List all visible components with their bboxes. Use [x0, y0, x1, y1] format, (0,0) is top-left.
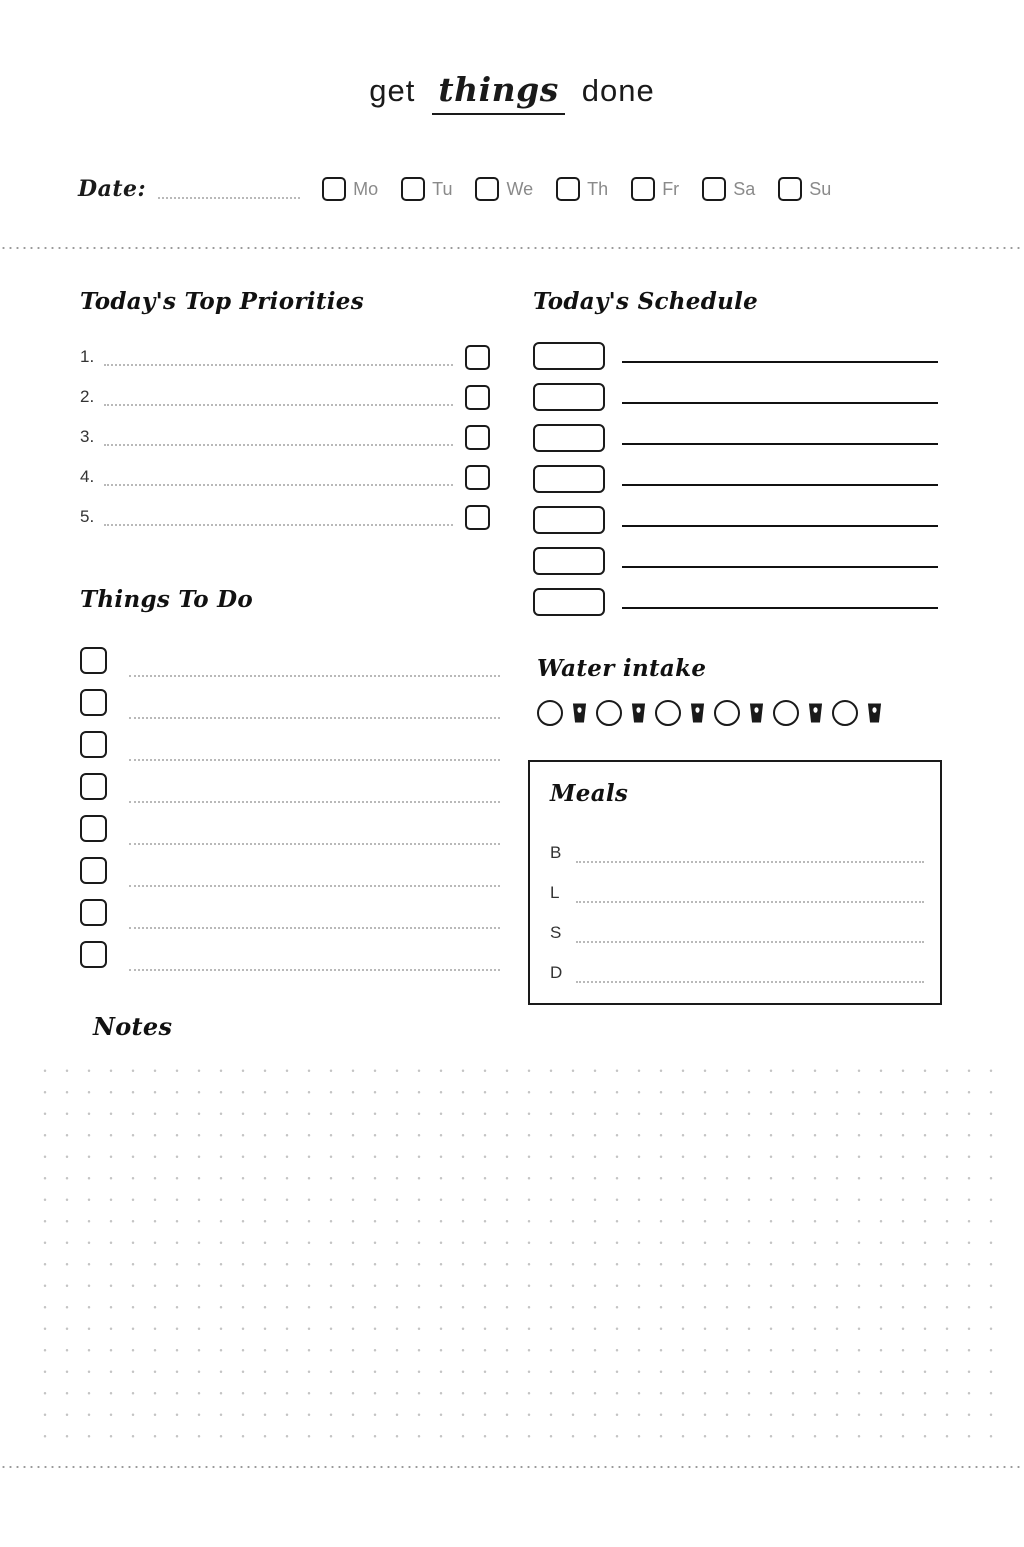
todo-input[interactable] [129, 787, 500, 803]
meal-input-b[interactable] [576, 847, 924, 863]
schedule-time-input[interactable] [533, 424, 605, 452]
weekday-label-tu: Tu [432, 178, 453, 199]
section-todo [80, 586, 500, 971]
divider-top [0, 247, 1024, 249]
title-word-things: things [432, 70, 564, 115]
todo-input[interactable] [129, 745, 500, 761]
water-cup-icon [867, 702, 882, 724]
weekday-label-th: Th [587, 178, 609, 199]
title-word-get: get [369, 73, 416, 108]
divider-bottom [0, 1466, 1024, 1468]
date-row [78, 172, 958, 206]
weekday-checkbox-group [322, 177, 849, 201]
priority-number: 3. [80, 427, 95, 446]
water-heading: Water intake [537, 655, 707, 682]
water-cup-icon [631, 702, 646, 724]
todo-input[interactable] [129, 871, 500, 887]
schedule-entry-input[interactable] [622, 389, 938, 404]
schedule-time-input[interactable] [533, 465, 605, 493]
todo-row [80, 761, 500, 803]
priority-checkbox[interactable] [465, 505, 490, 530]
date-label: Date: [78, 176, 147, 202]
weekday-th[interactable] [556, 177, 608, 201]
schedule-row [533, 540, 938, 581]
schedule-entry-input[interactable] [622, 594, 938, 609]
schedule-heading: Today's Schedule [533, 288, 759, 315]
water-glass-circle[interactable] [773, 700, 799, 726]
checkbox-fr[interactable] [631, 177, 655, 201]
section-water-intake [537, 655, 942, 726]
meal-row [550, 903, 924, 943]
section-notes [93, 1012, 172, 1041]
date-input[interactable] [158, 179, 300, 199]
section-meals [528, 760, 942, 1005]
checkbox-sa[interactable] [702, 177, 726, 201]
weekday-label-fr: Fr [662, 178, 680, 199]
todo-checkbox[interactable] [80, 815, 107, 842]
todo-checkbox[interactable] [80, 899, 107, 926]
priority-number: 5. [80, 507, 95, 526]
todo-heading: Things To Do [80, 586, 254, 613]
todo-input[interactable] [129, 913, 500, 929]
schedule-time-input[interactable] [533, 547, 605, 575]
title-word-done: done [581, 73, 655, 108]
todo-row [80, 803, 500, 845]
meal-input-s[interactable] [576, 927, 924, 943]
water-glass-circle[interactable] [714, 700, 740, 726]
schedule-time-input[interactable] [533, 342, 605, 370]
section-priorities [80, 288, 490, 537]
todo-row [80, 929, 500, 971]
priorities-heading: Today's Top Priorities [80, 288, 364, 315]
weekday-tu[interactable] [401, 177, 452, 201]
weekday-fr[interactable] [631, 177, 679, 201]
weekday-su[interactable] [778, 177, 831, 201]
water-glass-circle[interactable] [537, 700, 563, 726]
priority-checkbox[interactable] [465, 385, 490, 410]
priority-row [80, 337, 490, 377]
priority-checkbox[interactable] [465, 425, 490, 450]
priority-input[interactable] [104, 429, 453, 446]
water-glass-circle[interactable] [832, 700, 858, 726]
meal-row [550, 823, 924, 863]
todo-checkbox[interactable] [80, 731, 107, 758]
todo-row [80, 845, 500, 887]
weekday-label-we: We [506, 178, 534, 199]
schedule-row [533, 335, 938, 376]
checkbox-su[interactable] [778, 177, 802, 201]
water-cup-icon [572, 702, 587, 724]
todo-checkbox[interactable] [80, 773, 107, 800]
meal-label-l: L [550, 883, 560, 902]
priority-input[interactable] [104, 509, 453, 526]
priority-row [80, 457, 490, 497]
meal-label-b: B [550, 843, 562, 862]
page-title [0, 70, 1024, 115]
meal-input-l[interactable] [576, 887, 924, 903]
priority-checkbox[interactable] [465, 465, 490, 490]
todo-checkbox[interactable] [80, 941, 107, 968]
priority-input[interactable] [104, 469, 453, 486]
todo-input[interactable] [129, 661, 500, 677]
schedule-time-input[interactable] [533, 383, 605, 411]
schedule-entry-input[interactable] [622, 430, 938, 445]
weekday-we[interactable] [475, 177, 533, 201]
priority-row [80, 417, 490, 457]
todo-checkbox[interactable] [80, 689, 107, 716]
weekday-mo[interactable] [322, 177, 378, 201]
notes-dot-grid[interactable] [34, 1060, 996, 1450]
priority-number: 1. [80, 347, 95, 366]
todo-row [80, 635, 500, 677]
water-cup-icon [808, 702, 823, 724]
schedule-row [533, 499, 938, 540]
schedule-entry-input[interactable] [622, 471, 938, 486]
todo-input[interactable] [129, 829, 500, 845]
schedule-row [533, 581, 938, 622]
priority-input[interactable] [104, 349, 453, 366]
section-schedule [533, 288, 938, 622]
schedule-time-input[interactable] [533, 506, 605, 534]
meal-label-d: D [550, 963, 563, 982]
meal-row [550, 863, 924, 903]
priority-number: 2. [80, 387, 95, 406]
priority-input[interactable] [104, 389, 453, 406]
priority-row [80, 497, 490, 537]
todo-input[interactable] [129, 703, 500, 719]
todo-row [80, 887, 500, 929]
weekday-sa[interactable] [702, 177, 755, 201]
todo-checkbox[interactable] [80, 647, 107, 674]
schedule-row [533, 417, 938, 458]
schedule-time-input[interactable] [533, 588, 605, 616]
priority-checkbox[interactable] [465, 345, 490, 370]
checkbox-tu[interactable] [401, 177, 425, 201]
notes-heading: Notes [93, 1012, 173, 1041]
checkbox-we[interactable] [475, 177, 499, 201]
checkbox-th[interactable] [556, 177, 580, 201]
schedule-entry-input[interactable] [622, 553, 938, 568]
priority-number: 4. [80, 467, 95, 486]
water-glass-circle[interactable] [655, 700, 681, 726]
todo-input[interactable] [129, 955, 500, 971]
water-cup-icon [749, 702, 764, 724]
priority-row [80, 377, 490, 417]
schedule-row [533, 376, 938, 417]
meal-row [550, 943, 924, 983]
weekday-label-su: Su [809, 178, 832, 199]
weekday-label-mo: Mo [353, 178, 379, 199]
water-tracker-row [537, 700, 942, 726]
checkbox-mo[interactable] [322, 177, 346, 201]
meal-label-s: S [550, 923, 562, 942]
water-glass-circle[interactable] [596, 700, 622, 726]
todo-row [80, 677, 500, 719]
todo-checkbox[interactable] [80, 857, 107, 884]
water-cup-icon [690, 702, 705, 724]
schedule-entry-input[interactable] [622, 512, 938, 527]
schedule-entry-input[interactable] [622, 348, 938, 363]
todo-row [80, 719, 500, 761]
weekday-label-sa: Sa [733, 178, 756, 199]
schedule-row [533, 458, 938, 499]
meals-heading: Meals [550, 780, 629, 807]
meal-input-d[interactable] [576, 967, 924, 983]
